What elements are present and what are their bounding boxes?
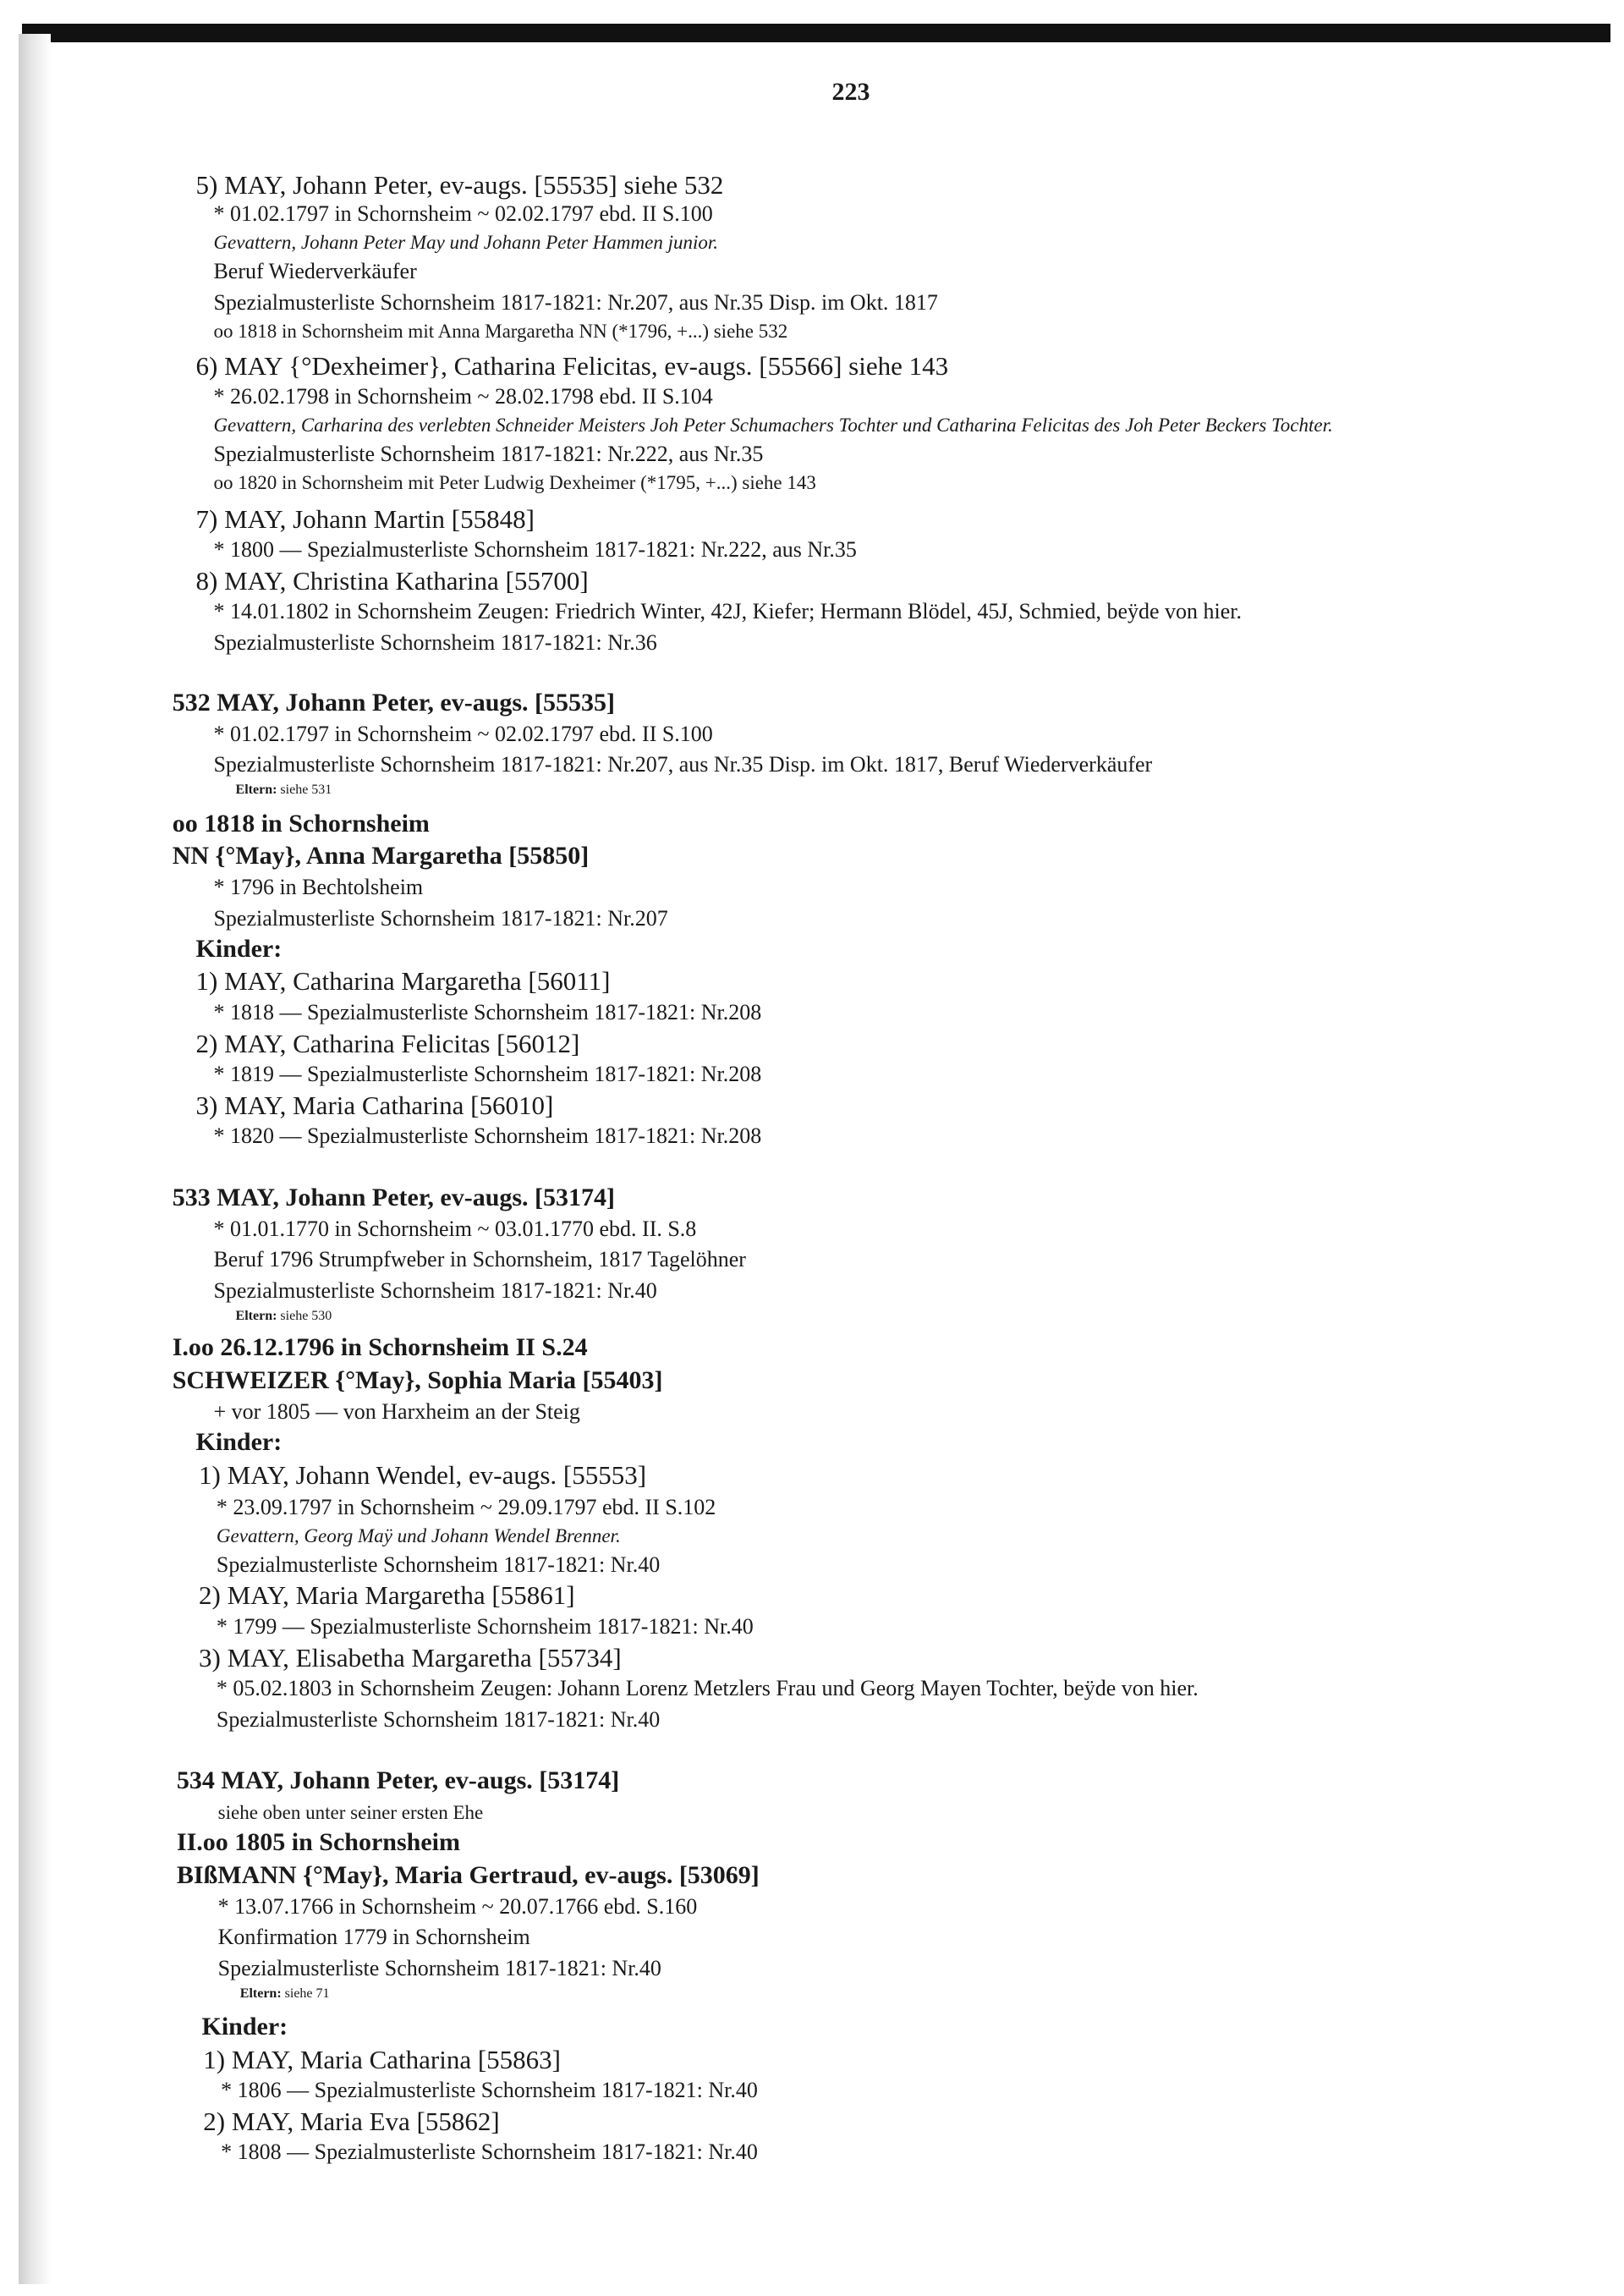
entry-line: Beruf Wiederverkäufer [213, 259, 417, 284]
entry-line: siehe oben unter seiner ersten Ehe [217, 1802, 484, 1824]
parents-ref: siehe 71 [281, 1986, 330, 2001]
entry-line: Spezialmusterliste Schornsheim 1817-1821: Nr.207 [213, 905, 668, 931]
entry-line: * 23.09.1797 in Schornsheim ~ 29.09.1797 ebd. II S.102 [216, 1494, 716, 1519]
entry-line: Spezialmusterliste Schornsheim 1817-1821: Nr.222, aus Nr.35 [213, 442, 764, 467]
child-name: 5) MAY, Johann Peter, ev-augs. [55535] siehe 532 [195, 169, 724, 200]
scan-binding-shadow [19, 34, 51, 2284]
entry-line: * 1818 — Spezialmusterliste Schornsheim 1817-1821: Nr.208 [213, 999, 762, 1024]
entry-line: Spezialmusterliste Schornsheim 1817-1821: Nr.36 [213, 629, 657, 655]
entry-line: oo 1818 in Schornsheim mit Anna Margaretha NN (*1796, +...) siehe 532 [213, 320, 788, 342]
entry-heading: Kinder: [195, 934, 283, 963]
child-name: 2) MAY, Maria Margaretha [55861] [199, 1580, 575, 1611]
entry-line: * 1808 — Spezialmusterliste Schornsheim 1817-1821: Nr.40 [221, 2139, 758, 2165]
entry-line: * 1800 — Spezialmusterliste Schornsheim 1817-1821: Nr.222, aus Nr.35 [213, 537, 857, 563]
child-name: 3) MAY, Maria Catharina [56010] [195, 1090, 554, 1120]
entry-line: + vor 1805 — von Harxheim an der Steig [213, 1398, 580, 1424]
entry-line: * 14.01.1802 in Schornsheim Zeugen: Friedrich Winter, 42J, Kiefer; Hermann Blödel, 45J, Schmied, beÿde von hier. [213, 599, 1243, 624]
scan-top-edge [22, 24, 1610, 42]
child-name: 2) MAY, Maria Eva [55862] [203, 2106, 500, 2136]
entry-heading: I.oo 26.12.1796 in Schornsheim II S.24 [172, 1333, 588, 1362]
child-name: 6) MAY {°Dexheimer}, Catharina Felicitas, ev-augs. [55566] siehe 143 [195, 350, 949, 381]
child-name: 1) MAY, Catharina Margaretha [56011] [195, 966, 611, 997]
entry-line: Spezialmusterliste Schornsheim 1817-1821: Nr.207, aus Nr.35 Disp. im Okt. 1817 [213, 289, 938, 315]
entry-line: * 1820 — Spezialmusterliste Schornsheim 1817-1821: Nr.208 [213, 1123, 762, 1149]
entry-heading: Kinder: [201, 2013, 288, 2041]
entry-line: Beruf 1796 Strumpfweber in Schornsheim, 1817 Tagelöhner [213, 1247, 746, 1272]
entry-line: Gevattern, Johann Peter May und Johann Peter Hammen junior. [213, 232, 719, 254]
entry-heading: SCHWEIZER {°May}, Sophia Maria [55403] [172, 1365, 663, 1394]
child-name: 2) MAY, Catharina Felicitas [56012] [195, 1028, 580, 1058]
parents-label: Eltern: [239, 1986, 282, 2001]
parents-label: Eltern: [235, 1308, 277, 1323]
entry-line: Konfirmation 1779 in Schornsheim [217, 1925, 530, 1950]
entry-line: * 1799 — Spezialmusterliste Schornsheim 1817-1821: Nr.40 [216, 1613, 754, 1639]
entry-heading: II.oo 1805 in Schornsheim [176, 1828, 460, 1857]
entry-line [236, 1310, 332, 1323]
parents-ref: siehe 530 [277, 1308, 332, 1323]
child-name: 1) MAY, Johann Wendel, ev-augs. [55553] [199, 1459, 647, 1490]
child-name: 8) MAY, Christina Katharina [55700] [195, 565, 589, 596]
entry-line [240, 1987, 330, 2001]
page-number: 223 [831, 78, 870, 106]
entry-line: * 1819 — Spezialmusterliste Schornsheim 1817-1821: Nr.208 [213, 1062, 762, 1087]
entry-line: * 01.01.1770 in Schornsheim ~ 03.01.1770 ebd. II. S.8 [213, 1216, 697, 1241]
entry-line: Spezialmusterliste Schornsheim 1817-1821: Nr.40 [217, 1955, 661, 1980]
entry-line: * 13.07.1766 in Schornsheim ~ 20.07.1766 ebd. S.160 [217, 1893, 698, 1919]
entry-line: * 1796 in Bechtolsheim [213, 874, 424, 899]
entry-heading: Kinder: [195, 1427, 283, 1456]
entry-line: * 05.02.1803 in Schornsheim Zeugen: Johann Lorenz Metzlers Frau und Georg Mayen Tochter, beÿde von hier. [216, 1676, 1199, 1701]
entry-line: Spezialmusterliste Schornsheim 1817-1821: Nr.207, aus Nr.35 Disp. im Okt. 1817, Beruf Wiederverkäufer [213, 752, 1153, 777]
entry-line: * 01.02.1797 in Schornsheim ~ 02.02.1797 ebd. II S.100 [213, 201, 713, 227]
entry-heading: 533 MAY, Johann Peter, ev-augs. [53174] [172, 1183, 616, 1211]
entry-heading: BIßMANN {°May}, Maria Gertraud, ev-augs. [53069] [176, 1860, 760, 1889]
entry-heading: 532 MAY, Johann Peter, ev-augs. [55535] [172, 688, 616, 717]
entry-line: oo 1820 in Schornsheim mit Peter Ludwig Dexheimer (*1795, +...) siehe 143 [213, 471, 816, 493]
entry-line: Spezialmusterliste Schornsheim 1817-1821: Nr.40 [213, 1277, 657, 1303]
child-name: 1) MAY, Maria Catharina [55863] [203, 2044, 561, 2074]
child-name: 3) MAY, Elisabetha Margaretha [55734] [199, 1642, 622, 1673]
entry-line: Gevattern, Georg Maÿ und Johann Wendel Brenner. [216, 1524, 621, 1546]
entry-heading: 534 MAY, Johann Peter, ev-augs. [53174] [176, 1766, 620, 1795]
entry-line: * 01.02.1797 in Schornsheim ~ 02.02.1797 ebd. II S.100 [213, 721, 713, 746]
child-name: 7) MAY, Johann Martin [55848] [195, 503, 535, 534]
entry-line: Spezialmusterliste Schornsheim 1817-1821: Nr.40 [216, 1552, 661, 1577]
entry-line: Gevattern, Carharina des verlebten Schneider Meisters Joh Peter Schumachers Tochter und Catharina Felicitas des Joh Peter Beckers Tochter. [213, 415, 1333, 437]
entry-line [236, 783, 332, 797]
entry-line: * 26.02.1798 in Schornsheim ~ 28.02.1798 ebd. II S.104 [213, 384, 713, 409]
entry-line: Spezialmusterliste Schornsheim 1817-1821: Nr.40 [216, 1706, 661, 1732]
parents-ref: siehe 531 [277, 783, 332, 798]
entry-heading: NN {°May}, Anna Margaretha [55850] [172, 842, 590, 870]
parents-label: Eltern: [235, 783, 277, 798]
entry-heading: oo 1818 in Schornsheim [172, 809, 430, 838]
entry-line: * 1806 — Spezialmusterliste Schornsheim 1817-1821: Nr.40 [221, 2078, 758, 2103]
